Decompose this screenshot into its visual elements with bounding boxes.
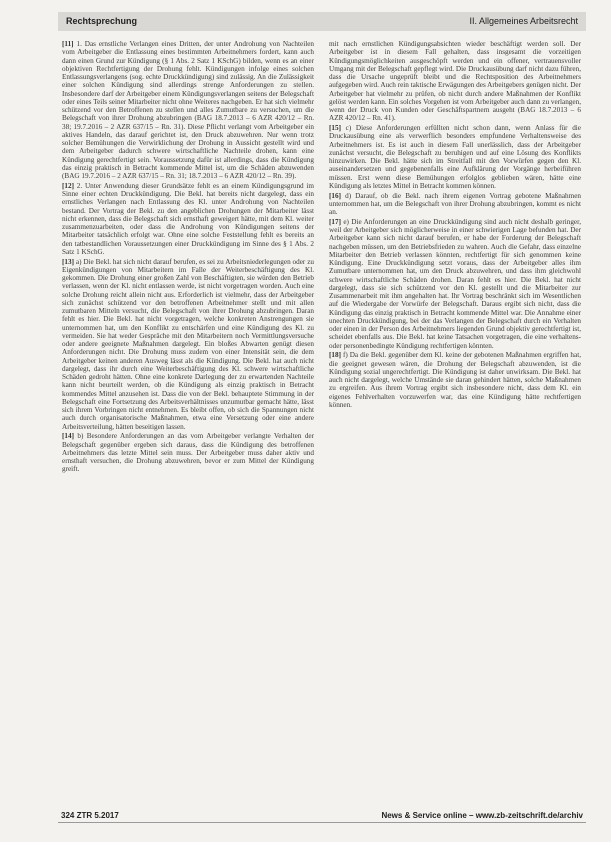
paragraph <box>62 258 314 431</box>
left-column <box>62 40 314 475</box>
paragraph-text: 2. Unter Anwendung dieser Grundsätze fehlt es an einem Kündigungsgrund im Sinne einer echten Druckkündigung. Die Bekl. hat bereits nicht dargelegt, dass ein ernstliches Verlangen nach Entlassung des Kl. unter Androhung von Nachteilen bestand. Der Vortrag der Bekl. zu den angeblichen Drohungen der Mitarbeiter lässt nicht erkennen, dass die Belegschaft sich ernsthaft geweigert hätte, mit dem Kl. weiter zusammenzuarbeiten, oder dass die Androhung von Kündigungen seitens der Mitarbeiter tatsächlich erfolgt war. Ohne eine solche Feststellung fehlt es bereits an den tatbestandlichen Voraussetzungen einer Druckkündigung im Sinne des § 1 Abs. 2 Satz 1 KSchG. <box>62 181 315 256</box>
archive-link[interactable]: News & Service online – www.zb-zeitschrift.de/archiv <box>381 811 583 820</box>
paragraph-text: e) Die Anforderungen an eine Druckkündigung sind auch nicht deshalb geringer, weil der Arbeitgeber sich möglicherweise in einer schwierigen Lage befunden hat. Der Arbeitgeber kann sich nicht darauf berufen, er habe der Forderung der Belegschaft nachgeben müssen, um den Betriebsfrieden zu wahren. Auch die Gefahr, dass einzelne Mitarbeiter den Betrieb verlassen könnten, rechtfertigt für sich genommen keine Kündigung. Eine Druckkündigung setzt voraus, dass der Arbeitgeber alles ihm Zumutbare unternommen hat, um den Druck abzuwehren, und dass ihm gleichwohl schwere wirtschaftliche Schäden drohen. Daran fehlt es hier. Die Bekl. hat nicht dargelegt, dass sie sich schützend vor den Kl. gestellt und die Mitarbeiter zur Zusammenarbeit mit ihm angehalten hat. Ihr Vortrag beschränkt sich im Wesentlichen auf die Wiedergabe der Vorwürfe der Belegschaft. Daraus ergibt sich nicht, dass die Kündigung das einzig praktisch in Betracht kommende Mittel war. Die Annahme einer unechten Druckkündigung, bei der das Verlangen der Belegschaft durch ein Verhalten oder einen in der Person des Arbeitnehmers liegenden Grund objektiv gerechtfertigt ist, scheidet ebenfalls aus. Die Bekl. hat keine Tatsachen vorgetragen, die eine verhaltens- oder personenbedingte Kündigung rechtfertigen könnten. <box>329 217 582 350</box>
paragraph <box>62 40 314 180</box>
paragraph-text: c) Diese Anforderungen erfüllten nicht schon dann, wenn Anlass für die Druckausübung eine als verwerflich besonders empfundene Verhaltensweise des Arbeitnehmers ist. Es ist auch in diesem Fall unerlässlich, dass der Arbeitgeber zunächst versucht, die Belegschaft zu beruhigen und auf eine Lösung des Konflikts hinzuwirken. Die Bekl. hätte sich im Streitfall mit den Vorwürfen gegen den Kl. auseinandersetzen und gegebenenfalls eine Aufklärung der Vorgänge herbeiführen müssen. Erst wenn diese Bemühungen erfolglos geblieben wären, hätte eine Kündigung als letztes Mittel in Betracht kommen können. <box>329 124 581 190</box>
paragraph-number: [16] <box>329 191 341 200</box>
paragraph <box>62 182 314 256</box>
paragraph-number: [11] <box>62 40 74 48</box>
right-column <box>329 40 581 411</box>
paragraph-text: b) Besondere Anforderungen an das vom Arbeitgeber verlangte Verhalten der Belegschaft gegenüber ergeben sich daraus, dass die Kündigung des betroffenen Arbeitnehmers das letzte Mittel sein muss. Der Arbeitgeber muss daher aktiv und ernsthaft versuchen, die Drohung abzuwehren, bevor er zum Mittel der Kündigung greift. <box>62 432 315 474</box>
section-title: Rechtsprechung <box>66 16 138 26</box>
paragraph-text: 1. Das ernstliche Verlangen eines Dritten, der unter Androhung von Nachteilen vom Arbeitgeber die Entlassung eines bestimmten Arbeitnehmers fordert, kann auch dann einen Grund zur Kündigung (§ 1 Abs. 2 Satz 1 KSchG) bilden, wenn es an einer objektiven Rechtfertigung der Drohung fehlt. Kündigungen infolge eines solchen Entlassungsverlangens (sog. echte Druckkündigung) sind zulässig. An die Zulässigkeit einer solchen Kündigung sind allerdings strenge Anforderungen zu stellen. Insbesondere darf der Arbeitgeber einem Kündigungsverlangen seitens der Belegschaft oder eines Teils seiner Mitarbeiter nicht ohne Weiteres nachgeben. Er hat sich vielmehr schützend vor den Betroffenen zu stellen und alles Zumutbare zu versuchen, um die Belegschaft von ihrer Drohung abzubringen (BAG 18.7.2013 – 6 AZR 420/12 – Rn. 38; 19.7.2016 – 2 AZR 637/15 – Rn. 31). Diese Pflicht verlangt vom Arbeitgeber ein aktives Handeln, das darauf gerichtet ist, den Druck abzuwehren. Nur wenn trotz solcher Bemühungen die Verwirklichung der Drohung in Aussicht gestellt wird und dem Arbeitgeber dadurch schwere wirtschaftliche Nachteile drohen, kann eine Kündigung gerechtfertigt sein. Voraussetzung dafür ist allerdings, dass die Kündigung das einzig praktisch in Betracht kommende Mittel ist, um die Schäden abzuwenden (BAG 19.7.2016 – 2 AZR 637/15 – Rn. 31; 18.7.2013 – 6 AZR 420/12 – Rn. 39). <box>62 40 314 180</box>
paragraph-number: [17] <box>329 217 341 226</box>
paragraph-number: [14] <box>62 432 74 441</box>
paragraph-text: a) Die Bekl. hat sich nicht darauf berufen, es sei zu Arbeitsniederlegungen oder zu Eigenkündigungen von Mitarbeitern im Falle der Weiterbeschäftigung des Kl. gekommen. Die Drohung einer großen Zahl von Beschäftigten, sie würden den Betrieb verlassen, wenn der Kl. nicht entlassen werde, ist nicht vorgetragen worden. Auch eine solche Drohung reicht allein nicht aus. Erforderlich ist vielmehr, dass der Arbeitgeber sich zunächst schützend vor den betroffenen Arbeitnehmer stellt und mit allen zumutbaren Mitteln versucht, die Belegschaft von ihrer Drohung abzubringen. Daran fehlt es hier. Die Bekl. hat nicht vorgetragen, welche konkreten Anstrengungen sie unternommen hat, um den Konflikt zu entschärfen und eine Kündigung des Kl. zu vermeiden. Sie hat weder Gespräche mit den Mitarbeitern noch Vermittlungsversuche oder andere geeignete Maßnahmen dargelegt. Ein bloßes Abwarten genügt diesen Anforderungen nicht. Die Drohung muss zudem von einer Intensität sein, die dem Arbeitgeber keinen anderen Ausweg lässt als die Kündigung. Die Bekl. hat auch nicht dargelegt, dass ihr durch eine Weiterbeschäftigung des Kl. schwere wirtschaftliche Schäden gedroht hätten. Ohne eine konkrete Darlegung der zu erwartenden Nachteile kann nicht beurteilt werden, ob die Kündigung als einzig praktisch in Betracht kommendes Mittel anzusehen ist. Dass die von der Bekl. behauptete Stimmung in der Belegschaft eine Fortsetzung des Arbeitsverhältnisses unzumutbar gemacht hätte, lässt sich ihrem Vorbringen nicht entnehmen. Es bleibt offen, ob sich die Spannungen nicht auch durch organisatorische Maßnahmen, etwa eine Versetzung oder eine andere Arbeitsverteilung, hätten beseitigen lassen. <box>62 257 314 431</box>
paragraph-text: f) Da die Bekl. gegenüber dem Kl. keine der gebotenen Maßnahmen ergriffen hat, die geeignet gewesen wären, die Drohung der Belegschaft abzuwenden, ist die Kündigung sozial ungerechtfertigt. Die Kündigung ist daher unwirksam. Die Bekl. hat auch nicht dargelegt, welche Umstände sie daran gehindert hätten, solche Maßnahmen zu ergreifen. Aus ihrem Vortrag ergibt sich insbesondere nicht, dass dem Kl. ein eigenes Fehlverhalten vorzuwerfen war, das eine Kündigung hätte rechtfertigen können. <box>329 351 581 409</box>
footer-divider <box>58 822 586 823</box>
paragraph <box>329 192 581 217</box>
paragraph-number: [13] <box>62 257 74 266</box>
paragraph-number: [15] <box>329 124 341 132</box>
paragraph-text: mit nach ernstlichen Kündigungsabsichten wieder beschäftigt werden soll. Der Arbeitgeber ist in diesem Fall gehalten, dass insgesamt die vorzeitigen Kündigungsmöglichkeiten ausgeschöpft werden und ein offener, vertrauensvoller Umgang mit der Belegschaft gepflegt wird. Die Druckausübung darf nicht dazu führen, dass die Ursache ungeprüft bleibt und die Rechtsposition des Arbeitnehmers aufgegeben wird. Auch rein taktische Erwägungen des Arbeitgebers genügen nicht. Der Arbeitgeber hat vielmehr zu prüfen, ob nicht durch andere Maßnahmen der Konflikt gelöst werden kann. Ein solches Vorgehen ist vom Arbeitgeber auch dann zu verlangen, wenn der Druck von Kunden oder Geschäftspartnern ausgeht (BAG 18.7.2013 – 6 AZR 420/12 – Rn. 41). <box>329 40 581 123</box>
paragraph <box>329 40 581 123</box>
paragraph <box>329 218 581 350</box>
subsection-title: II. Allgemeines Arbeitsrecht <box>469 16 578 26</box>
paragraph-number: [12] <box>62 181 74 190</box>
paragraph <box>329 351 581 409</box>
paragraph <box>62 432 314 473</box>
running-header <box>58 12 586 31</box>
paragraph <box>329 124 581 190</box>
paragraph-number: [18] <box>329 351 341 360</box>
page-number-journal: 324 ZTR 5.2017 <box>61 811 119 820</box>
paragraph-text: d) Darauf, ob die Bekl. nach ihrem eigenen Vortrag gebotene Maßnahmen unternommen hat, um die Belegschaft von ihrer Drohung abzubringen, kommt es nicht an. <box>329 191 582 216</box>
